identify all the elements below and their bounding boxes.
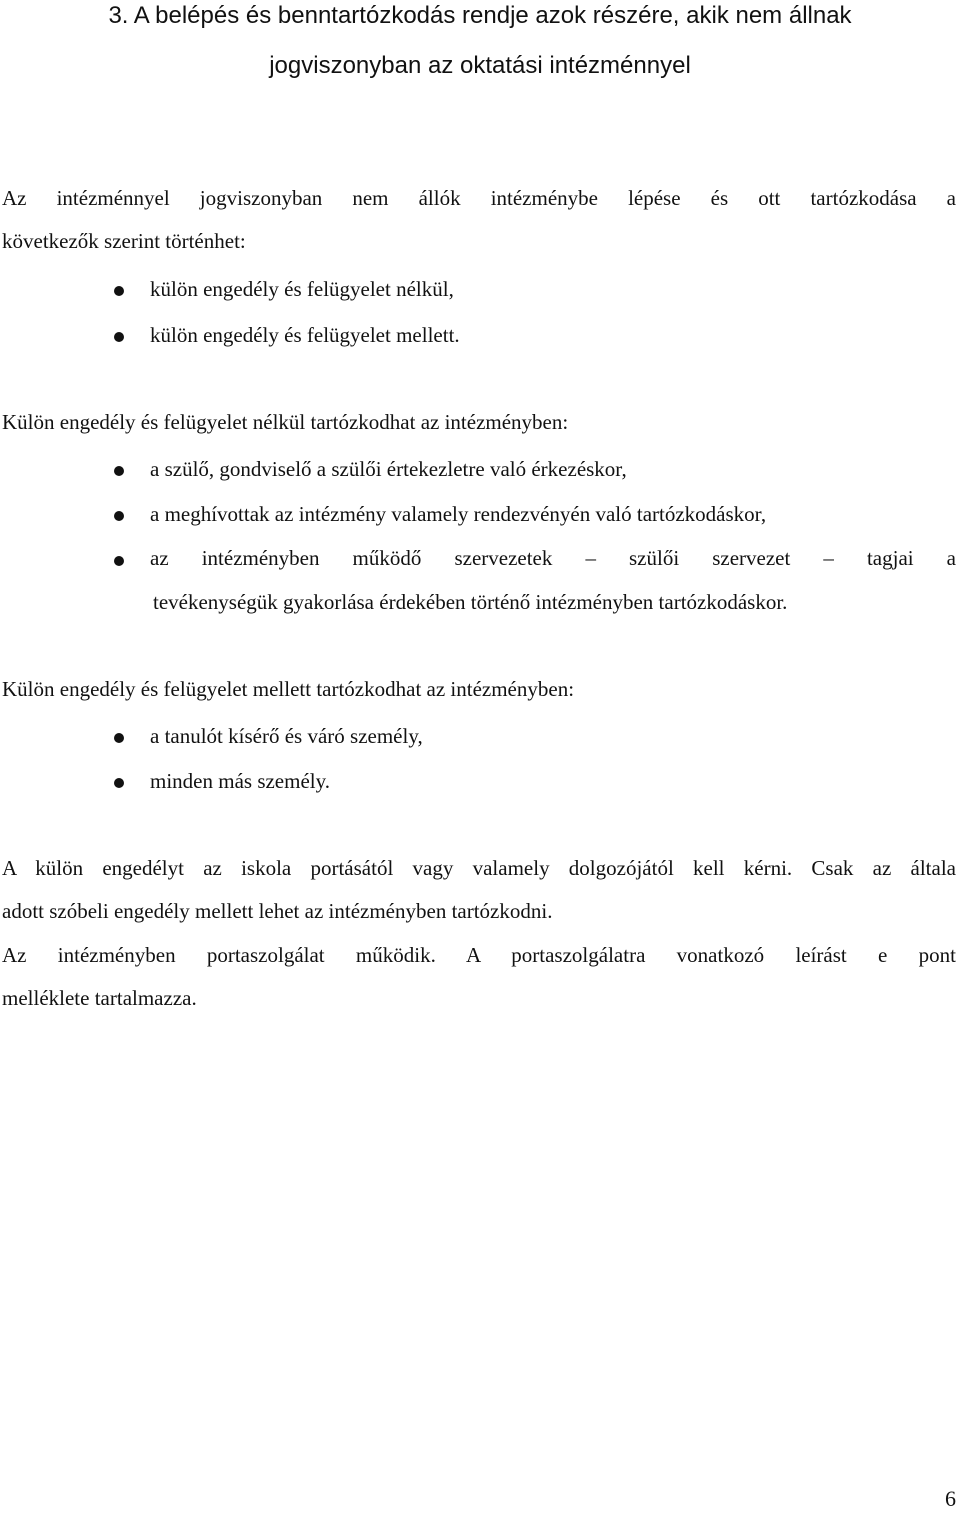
- list-item: külön engedély és felügyelet nélkül,: [150, 277, 454, 301]
- bullet-icon: [114, 466, 124, 476]
- bullet-icon: [114, 286, 124, 296]
- section-heading-line-2: jogviszonyban az oktatási intézménnyel: [269, 52, 691, 79]
- porter-paragraph-line-2: melléklete tartalmazza.: [2, 986, 197, 1010]
- list-item: az intézményben működő szervezetek – szülői szervezet – tagjai a: [150, 546, 956, 570]
- page-number: 6: [945, 1486, 956, 1511]
- section-heading-line-1: 3. A belépés és benntartózkodás rendje azok részére, akik nem állnak: [108, 2, 852, 29]
- bullet-icon: [114, 733, 124, 743]
- intro-paragraph-line-2: következők szerint történhet:: [2, 229, 246, 253]
- bullet-icon: [114, 778, 124, 788]
- list-item-continuation: tevékenységük gyakorlása érdekében történő intézményben tartózkodáskor.: [153, 590, 788, 614]
- list-item: minden más személy.: [150, 769, 331, 793]
- with-permission-heading: Külön engedély és felügyelet mellett tartózkodhat az intézményben:: [2, 677, 575, 701]
- without-permission-heading: Külön engedély és felügyelet nélkül tartózkodhat az intézményben:: [2, 410, 569, 434]
- bullet-icon: [114, 511, 124, 521]
- list-item: a szülő, gondviselő a szülői értekezletre való érkezéskor,: [150, 457, 627, 481]
- bullet-icon: [114, 556, 124, 566]
- bullet-icon: [114, 332, 124, 342]
- permission-paragraph-line-2: adott szóbeli engedély mellett lehet az intézményben tartózkodni.: [2, 899, 553, 923]
- list-item: a meghívottak az intézmény valamely rendezvényén való tartózkodáskor,: [150, 502, 767, 526]
- porter-paragraph-line-1: Az intézményben portaszolgálat működik. A portaszolgálatra vonatkozó leírást e pont: [2, 943, 956, 967]
- permission-paragraph-line-1: A külön engedélyt az iskola portásától vagy valamely dolgozójától kell kérni. Csak az általa: [2, 856, 956, 880]
- intro-paragraph-line-1: Az intézménnyel jogviszonyban nem állók intézménybe lépése és ott tartózkodása a: [2, 186, 956, 210]
- list-item: külön engedély és felügyelet mellett.: [150, 323, 460, 347]
- list-item: a tanulót kísérő és váró személy,: [150, 724, 423, 748]
